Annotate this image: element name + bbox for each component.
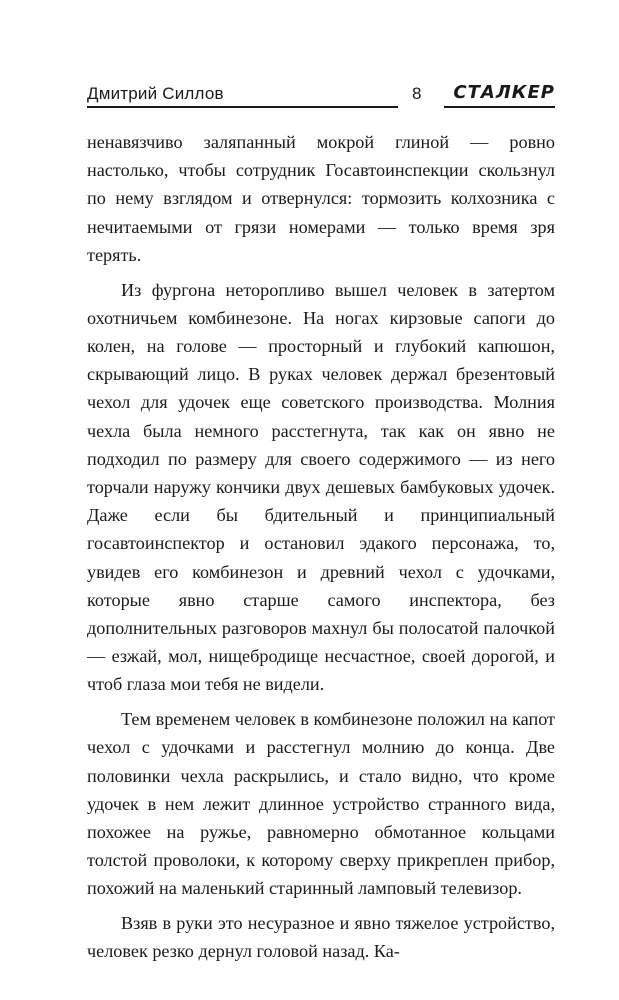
body-text: [87, 128, 555, 972]
paragraph-2: Из фургона неторопливо вышел человек в затертом охотничьем комбинезоне. На ногах кирзовые сапоги до колен, на голове — просторный и глубокий капюшон, скрывающий лицо. В руках человек держал брезентовый чехол для удочек еще советского производства. Молния чехла была немного расстегнута, так как он явно не подходил по размеру для своего содержимого — из него торчали наружу кончики двух дешевых бамбуковых удочек. Даже если бы бдительный и принципиальный госавтоинспектор и остановил эдакого персонажа, то, увидев его комбинезон и древний чехол с удочками, которые явно старше самого инспектора, без дополнительных разговоров махнул бы полосатой палочкой — езжай, мол, нищебродище несчастное, своей дорогой, и чтоб глаза мои тебя не видели.: [87, 279, 555, 695]
header-rule-left: [87, 106, 398, 108]
running-header-author: Дмитрий Силлов: [87, 84, 224, 103]
header-rule-right: [444, 106, 555, 108]
paragraph-3: Тем временем человек в комбинезоне положил на капот чехол с удочками и расстегнул молнию до конца. Две половинки чехла раскрылись, и стало видно, что кроме удочек в нем лежит длинное устройство странного вида, похожее на ружье, равномерно обмотанное кольцами толстой проволоки, к которому сверху прикреплен прибор, похожий на маленький старинный ламповый телевизор.: [87, 709, 555, 899]
page-number: 8: [412, 84, 422, 103]
running-header: [87, 82, 555, 112]
paragraph-1: ненавязчиво заляпанный мокрой глиной — ровно настолько, чтобы сотрудник Госавтоинспекции скользнул по нему взглядом и отвернулся: тормозить колхозника с нечитаемыми от грязи номерами — только время зря терять.: [87, 132, 555, 265]
paragraph-4: Взяв в руки это несуразное и явно тяжелое устройство, человек резко дернул головой назад. Ка-: [87, 913, 555, 962]
series-title: СТАЛКЕР: [453, 82, 555, 103]
